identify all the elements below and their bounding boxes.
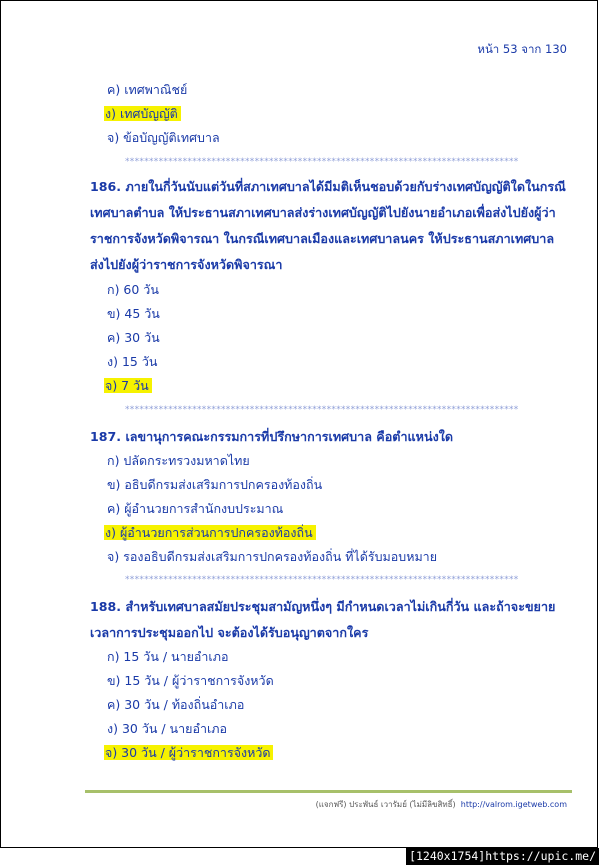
question-188-line-1: 188. สำหรับเทศบาลสมัยประชุมสามัญหนึ่งๆ มีกำหนดเวลาไม่เกินกี่วัน และถ้าจะขยาย [90,599,556,614]
separator: ********************************************************************************** [125,405,519,415]
q188-option-b: ข) 15 วัน / ผู้ว่าราชการจังหวัด [107,673,274,688]
q188-option-c: ค) 30 วัน / ท้องถิ่นอำเภอ [107,697,245,712]
q187-option-c: ค) ผู้อำนวยการสำนักงบประมาณ [107,501,284,516]
separator: ********************************************************************************** [125,575,519,585]
option-e-prev: จ) ข้อบัญญัติเทศบาล [107,130,220,145]
q186-option-c: ค) 30 วัน [107,330,160,345]
question-186-line-3: ราชการจังหวัดพิจารณา ในกรณีเทศบาลเมืองและเทศบาลนคร ให้ประธานสภาเทศบาล [90,231,555,246]
question-186-line-4: ส่งไปยังผู้ว่าราชการจังหวัดพิจารณา [90,257,283,272]
q186-option-b: ข) 45 วัน [107,306,160,321]
question-187: 187. เลขานุการคณะกรรมการที่ปรึกษาการเทศบาล คือตำแหน่งใด [90,429,454,444]
separator: ********************************************************************************** [125,157,519,167]
footer-credit: (แจกฟรี) ประพันธ์ เวารัมย์ (ไม่มีลิขสิทธิ์) http://valrom.igetweb.com [315,800,567,809]
question-186-line-1: 186. ภายในกี่วันนับแต่วันที่สภาเทศบาลได้มีมติเห็นชอบด้วยกับร่างเทศบัญญัติใดในกรณี [90,179,566,194]
q187-option-d-answer: ง) ผู้อำนวยการส่วนการปกครองท้องถิ่น [107,524,316,542]
footer-url-link[interactable]: http://valrom.igetweb.com [460,800,567,809]
q186-option-a: ก) 60 วัน [107,282,159,297]
q187-option-b: ข) อธิบดีกรมส่งเสริมการปกครองท้องถิ่น [107,477,323,492]
q186-option-d: ง) 15 วัน [107,354,158,369]
q188-option-e-answer: จ) 30 วัน / ผู้ว่าราชการจังหวัด [107,744,273,762]
question-188-line-2: เวลาการประชุมออกไป จะต้องได้รับอนุญาตจากใคร [90,625,369,640]
question-186-line-2: เทศบาลตำบล ให้ประธานสภาเทศบาลส่งร่างเทศบัญญัติไปยังนายอำเภอเพื่อส่งไปยังผู้ว่า [90,205,556,220]
q186-option-e-answer: จ) 7 วัน [107,377,152,395]
option-d-prev-answer: ง) เทศบัญญัติ [107,105,181,123]
option-c-prev: ค) เทศพาณิชย์ [107,82,188,97]
q188-option-a: ก) 15 วัน / นายอำเภอ [107,649,229,664]
footer-rule [85,790,572,793]
page-number: หน้า 53 จาก 130 [477,42,567,56]
image-host-watermark: [1240x1754]https://upic.me/ [406,848,599,865]
q187-option-a: ก) ปลัดกระทรวงมหาดไทย [107,453,250,468]
q187-option-e: จ) รองอธิบดีกรมส่งเสริมการปกครองท้องถิ่น ที่ได้รับมอบหมาย [107,549,438,564]
q188-option-d: ง) 30 วัน / นายอำเภอ [107,721,227,736]
